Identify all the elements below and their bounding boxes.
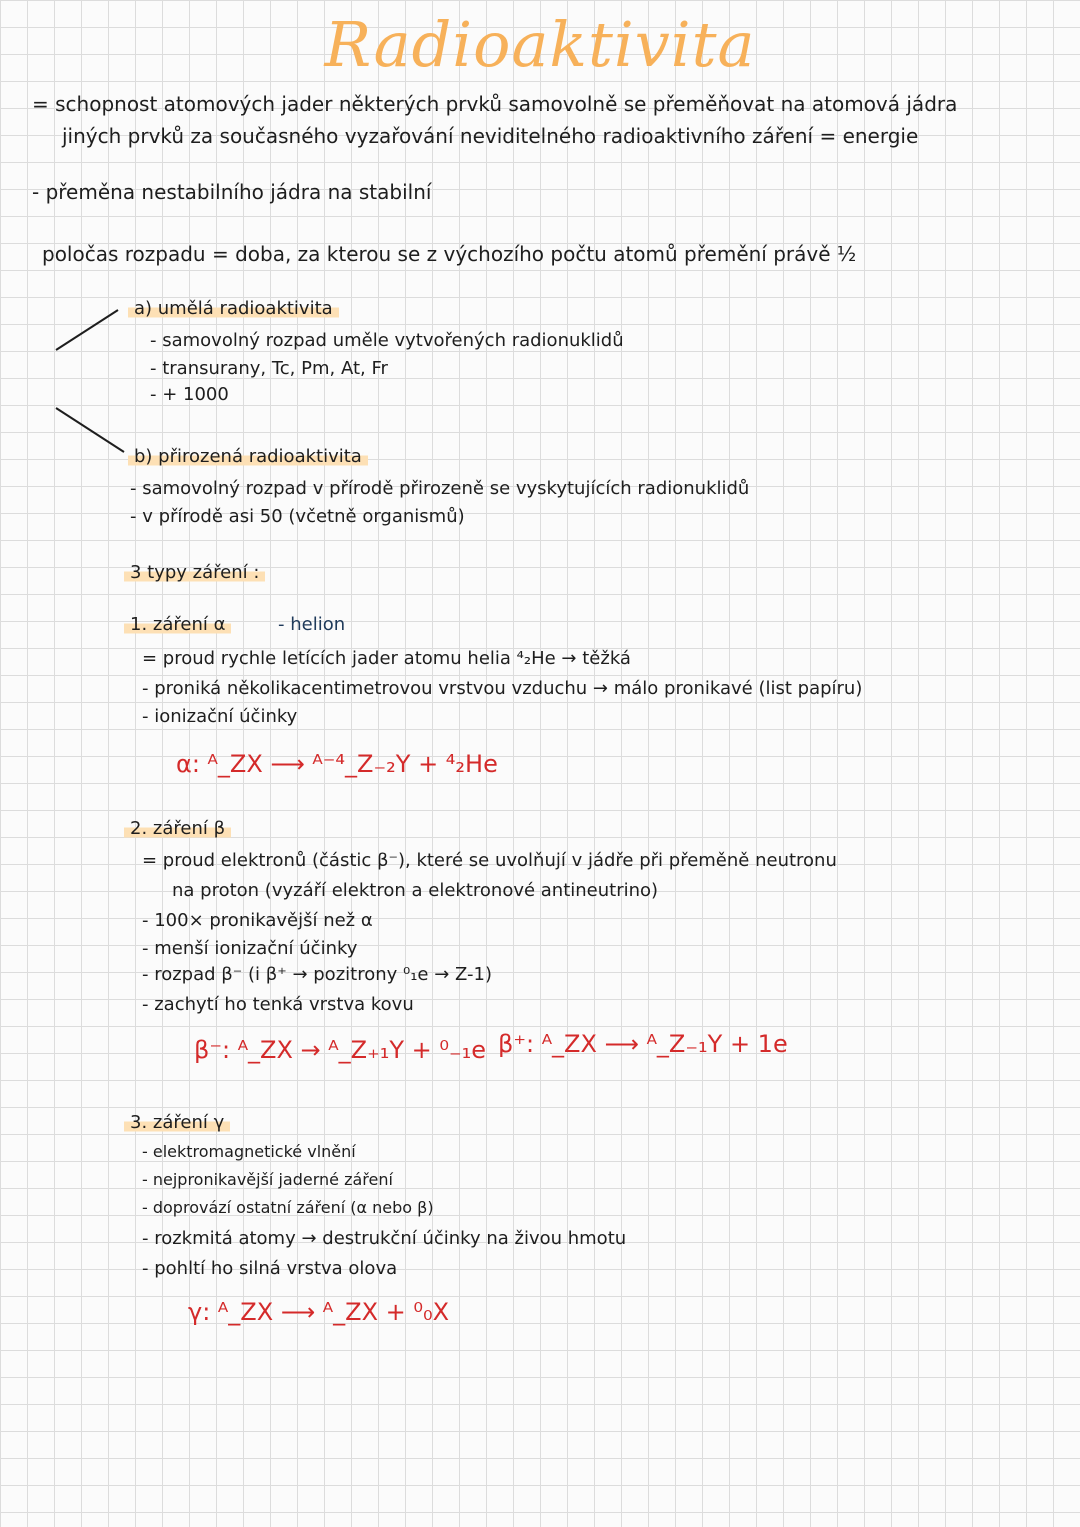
half-life-definition: poločas rozpadu = doba, za kterou se z výchozího počtu atomů přemění právě ½	[42, 242, 857, 266]
gamma-equation: γ: ᴬ_ZX ⟶ ᴬ_ZX + ⁰₀X	[188, 1298, 450, 1326]
gamma-item-4: - rozkmitá atomy → destrukční účinky na živou hmotu	[142, 1228, 627, 1249]
gamma-item-1: - elektromagnetické vlnění	[142, 1142, 356, 1161]
artificial-item-1: - samovolný rozpad uměle vytvořených radionuklidů	[150, 330, 624, 351]
natural-heading: b) přirozená radioaktivita	[128, 446, 368, 467]
page-title: Radioaktivita	[324, 8, 756, 81]
beta-plus-equation: β⁺: ᴬ_ZX ⟶ ᴬ_Z₋₁Y + 1e	[498, 1030, 788, 1058]
beta-item-4: - menší ionizační účinky	[142, 938, 358, 959]
transformation-note: - přeměna nestabilního jádra na stabilní	[32, 180, 432, 204]
beta-minus-equation: β⁻: ᴬ_ZX → ᴬ_Z₊₁Y + ⁰₋₁e	[194, 1036, 487, 1064]
beta-item-6: - zachytí ho tenká vrstva kovu	[142, 994, 414, 1015]
artificial-item-3: - + 1000	[150, 384, 229, 405]
alpha-equation: α: ᴬ_ZX ⟶ ᴬ⁻⁴_Z₋₂Y + ⁴₂He	[176, 750, 498, 778]
beta-item-3: - 100× pronikavější než α	[142, 910, 373, 931]
alpha-item-2: - proniká několikacentimetrovou vrstvou vzduchu → málo pronikavé (list papíru)	[142, 678, 863, 699]
natural-item-1: - samovolný rozpad v přírodě přirozeně se vyskytujících radionuklidů	[130, 478, 750, 499]
types-heading: 3 typy záření :	[124, 562, 265, 583]
definition-line-1: = schopnost atomových jader některých prvků samovolně se přeměňovat na atomová jádra	[32, 92, 958, 116]
beta-heading: 2. záření β	[124, 818, 231, 839]
definition-line-2: jiných prvků za současného vyzařování neviditelného radioaktivního záření = energie	[62, 124, 919, 148]
alpha-heading: 1. záření α	[124, 614, 231, 635]
artificial-item-2: - transurany, Tc, Pm, At, Fr	[150, 358, 388, 379]
beta-item-1: = proud elektronů (částic β⁻), které se uvolňují v jádře při přeměně neutronu	[142, 850, 837, 871]
alpha-item-3: - ionizační účinky	[142, 706, 298, 727]
alpha-note: - helion	[278, 614, 346, 635]
gamma-item-5: - pohltí ho silná vrstva olova	[142, 1258, 398, 1279]
beta-item-5: - rozpad β⁻ (i β⁺ → pozitrony ⁰₁e → Z-1)	[142, 964, 493, 985]
natural-item-2: - v přírodě asi 50 (včetně organismů)	[130, 506, 465, 527]
gamma-item-2: - nejpronikavější jaderné záření	[142, 1170, 393, 1189]
artificial-heading: a) umělá radioaktivita	[128, 298, 339, 319]
beta-item-2: na proton (vyzáří elektron a elektronové antineutrino)	[172, 880, 659, 901]
gamma-heading: 3. záření γ	[124, 1112, 230, 1133]
alpha-item-1: = proud rychle letících jader atomu helia ⁴₂He → těžká	[142, 648, 631, 669]
gamma-item-3: - doprovází ostatní záření (α nebo β)	[142, 1198, 434, 1217]
